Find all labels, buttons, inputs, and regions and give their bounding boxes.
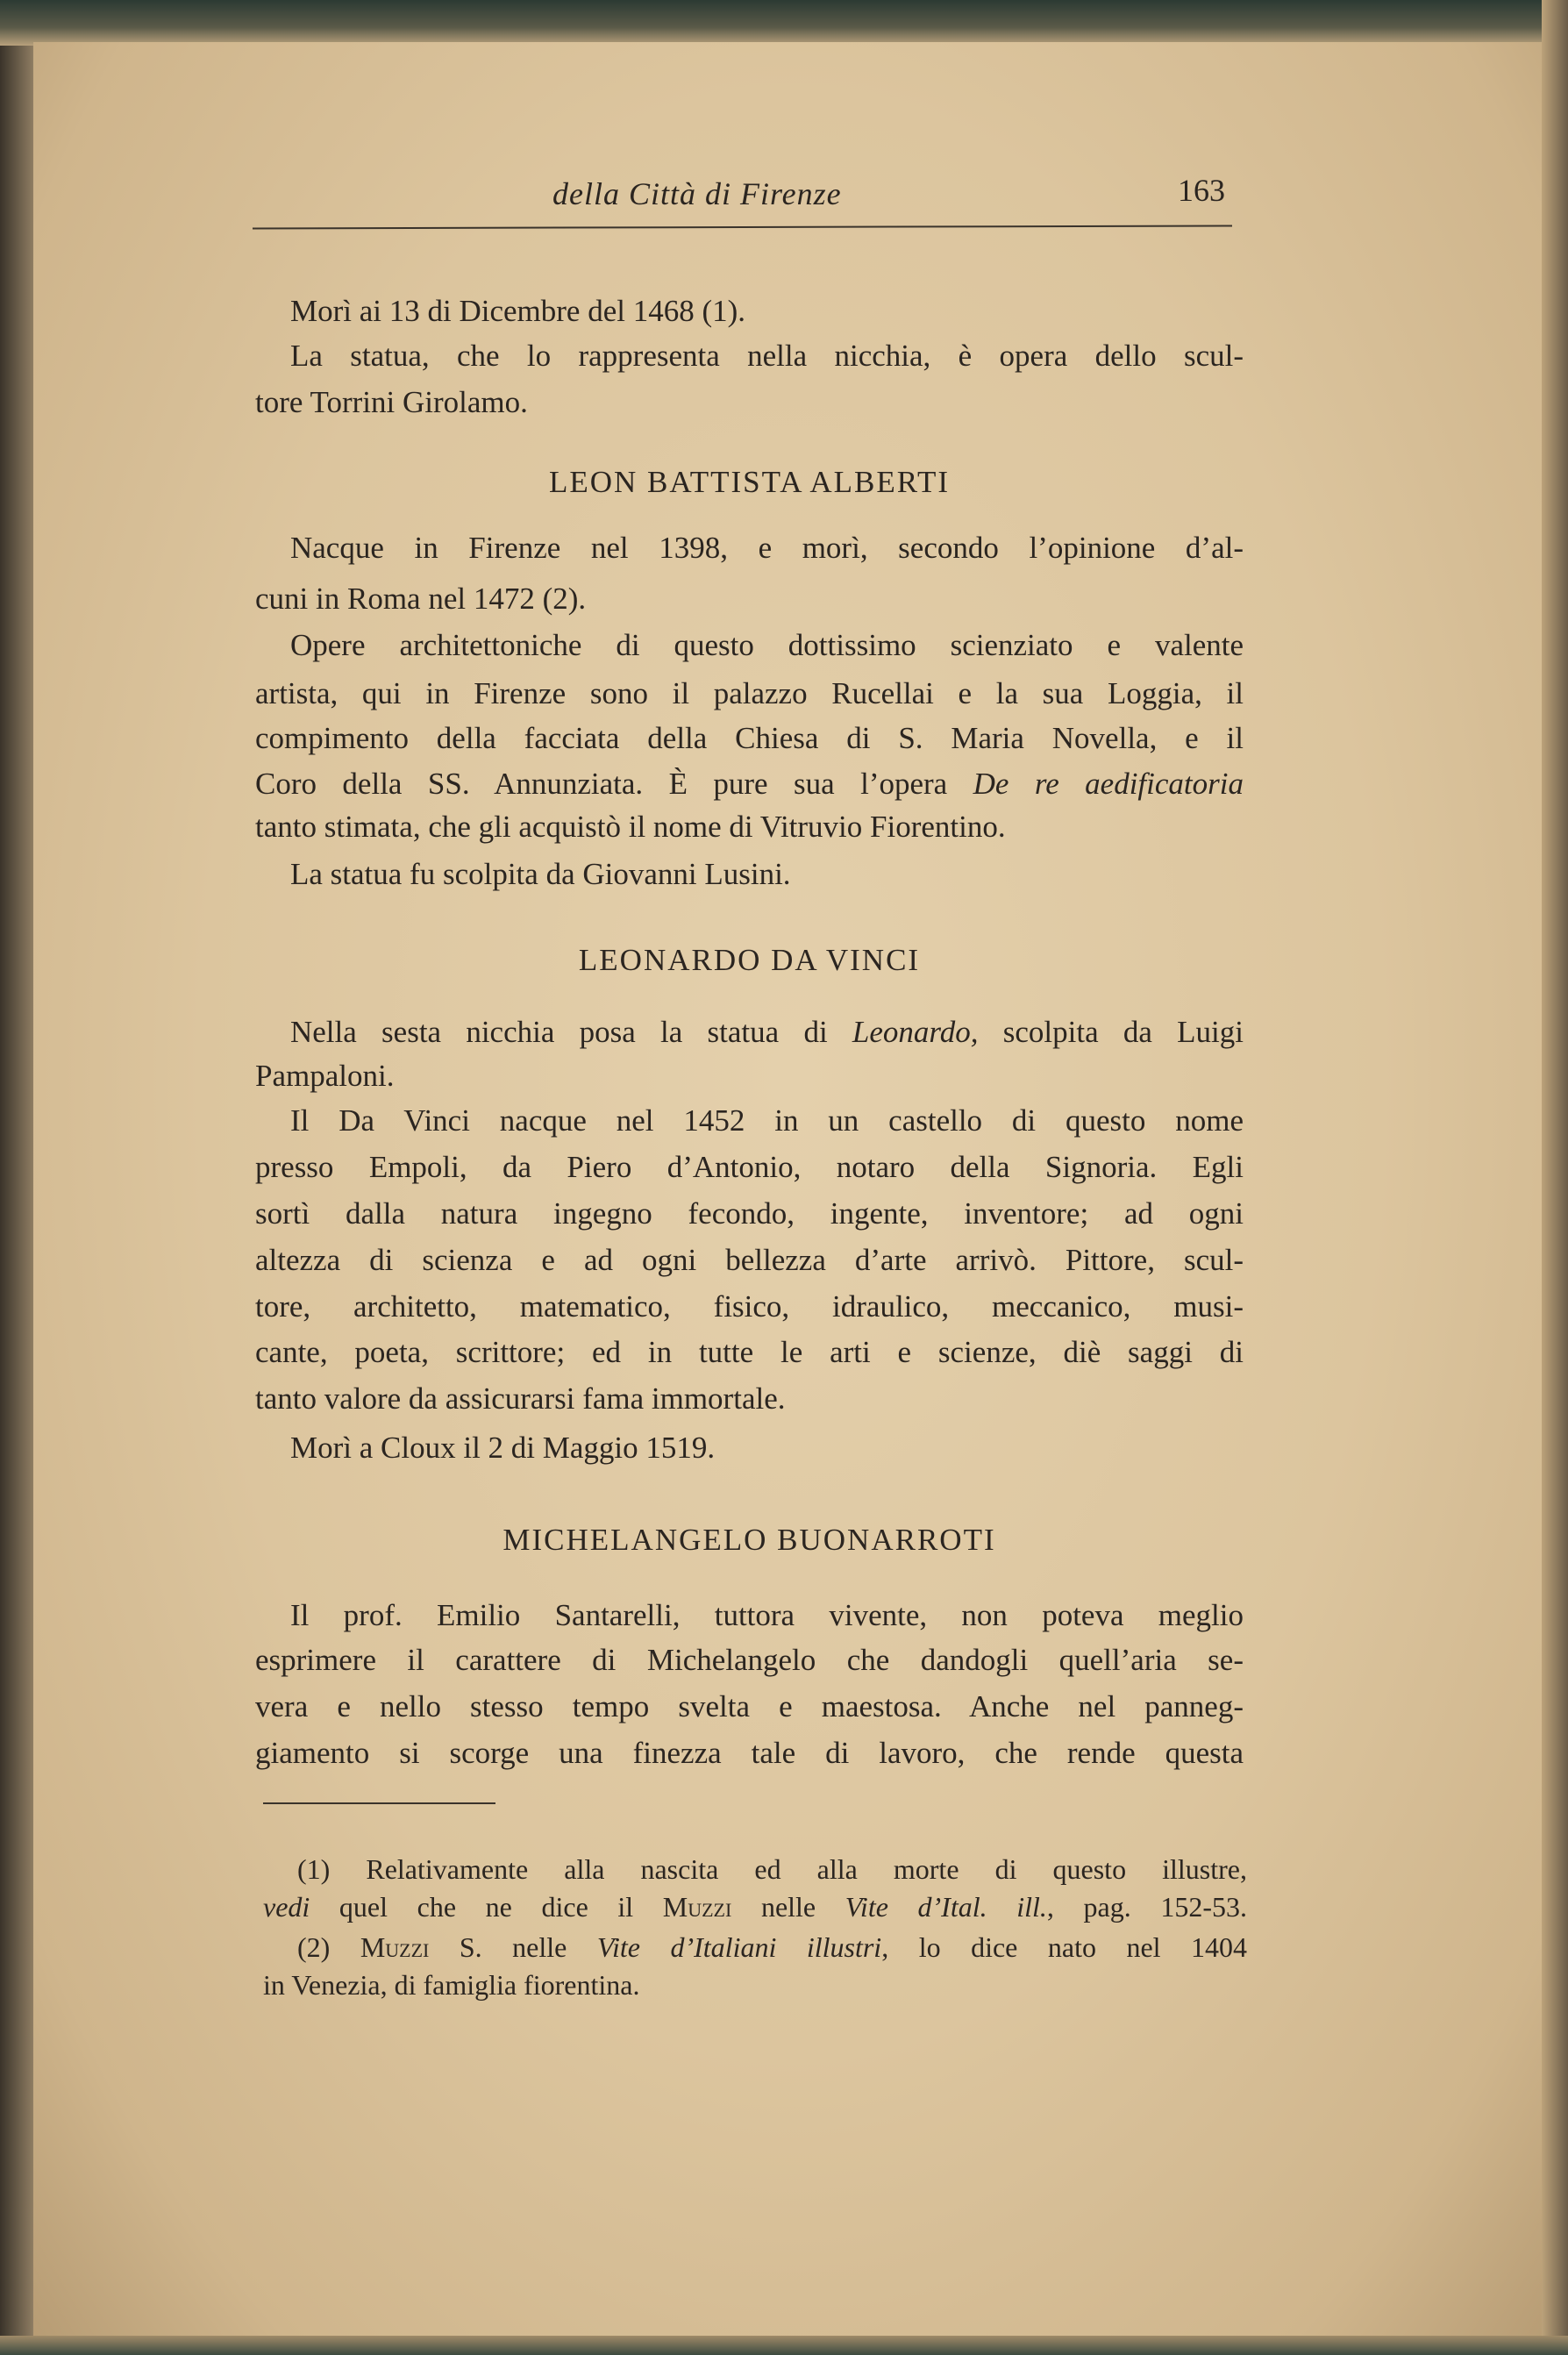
section-heading <box>255 460 1244 504</box>
page-number: 163 <box>1178 173 1225 208</box>
italic-text: vedi <box>263 1891 310 1923</box>
text-run: Pampaloni. <box>255 1059 395 1093</box>
body-text-line <box>290 526 1244 570</box>
text-run: cante, poeta, scrittore; ed in tutte le arti e scienze, diè saggi di <box>255 1335 1244 1369</box>
text-run: LEONARDO DA VINCI <box>578 943 921 977</box>
italic-text: De re aedificatoria <box>973 767 1244 801</box>
body-text-line <box>255 381 528 425</box>
text-run: Opere architettoniche di questo dottissimo scienziato e valente <box>290 628 1244 662</box>
text-run: tanto stimata, che gli acquistò il nome di Vitruvio Fiorentino. <box>255 810 1006 844</box>
body-text-line <box>255 672 1244 716</box>
body-text-line <box>255 1145 1244 1189</box>
body-text-line <box>255 762 1244 806</box>
text-run: LEON BATTISTA ALBERTI <box>548 465 951 499</box>
body-text-line <box>255 1638 1244 1682</box>
text-run: esprimere il carattere di Michelangelo che dandogli quell’aria se- <box>255 1643 1244 1677</box>
body-text-line <box>255 805 1006 849</box>
text-run: cuni in Roma nel 1472 (2). <box>255 582 587 616</box>
text-run: vera e nello stesso tempo svelta e maestosa. Anche nel panneg- <box>255 1689 1244 1723</box>
text-run: nelle <box>731 1891 845 1923</box>
page-right-edge <box>1542 0 1568 2355</box>
scan-bottom-edge <box>0 2336 1568 2355</box>
text-run: tore, architetto, matematico, fisico, idraulico, meccanico, musi- <box>255 1289 1244 1324</box>
text-run: Morì a Cloux il 2 di Maggio 1519. <box>290 1431 716 1465</box>
text-run: Nacque in Firenze nel 1398, e morì, secondo l’opinione d’al- <box>290 531 1244 565</box>
text-run: Nella sesta nicchia posa la statua di <box>290 1015 852 1049</box>
text-run: , lo dice nato nel 1404 <box>881 1931 1248 1963</box>
italic-text: Vite d’Ital. ill. <box>845 1891 1047 1923</box>
section-heading <box>255 938 1244 982</box>
body-text-line <box>255 1192 1244 1236</box>
body-text-line <box>290 1010 1244 1054</box>
small-caps-name: Muzzi <box>662 1891 732 1923</box>
text-run: Il prof. Emilio Santarelli, tuttora vivente, non poteva meglio <box>290 1598 1244 1632</box>
footnote-rule <box>263 1802 495 1804</box>
text-run: Coro della SS. Annunziata. È pure sua l’opera <box>255 767 973 801</box>
section-heading <box>255 1518 1244 1562</box>
italic-text: Vite d’Italiani illustri <box>596 1931 882 1963</box>
small-caps-name: Muzzi <box>360 1931 430 1963</box>
body-text-line <box>255 1238 1244 1282</box>
body-text-line <box>290 624 1244 667</box>
body-text-line <box>290 1426 715 1470</box>
text-run: La statua fu scolpita da Giovanni Lusini. <box>290 857 791 891</box>
body-text-line <box>290 289 745 333</box>
text-run: quel che ne dice il <box>310 1891 663 1923</box>
text-run: MICHELANGELO BUONARROTI <box>502 1523 996 1557</box>
body-text-line <box>290 334 1244 378</box>
body-text-line <box>255 1331 1244 1374</box>
text-run: presso Empoli, da Piero d’Antonio, notaro della Signoria. Egli <box>255 1150 1244 1184</box>
body-text-line <box>255 1685 1244 1729</box>
text-run: giamento si scorge una finezza tale di lavoro, che rende questa <box>255 1736 1244 1770</box>
text-run: artista, qui in Firenze sono il palazzo Rucellai e la sua Loggia, il <box>255 676 1244 710</box>
body-text-line <box>255 1285 1244 1329</box>
text-run: tanto valore da assicurarsi fama immortale. <box>255 1381 786 1416</box>
text-run: tore Torrini Girolamo. <box>255 385 528 419</box>
text-run: S. nelle <box>429 1931 597 1963</box>
running-title: della Città di Firenze <box>552 176 842 211</box>
text-run: in Venezia, di famiglia fiorentina. <box>263 1969 640 2001</box>
text-run: sortì dalla natura ingegno fecondo, ingente, inventore; ad ogni <box>255 1196 1244 1231</box>
body-text-line <box>255 1377 786 1421</box>
body-text-line <box>290 1099 1244 1143</box>
body-text-line <box>255 1054 394 1098</box>
footnote-line <box>263 1963 639 2007</box>
italic-text: Leonardo, <box>852 1015 979 1049</box>
footnote-line <box>263 1885 1247 1929</box>
scan-top-edge <box>0 0 1568 46</box>
text-run: (2) <box>297 1931 360 1963</box>
text-run: altezza di scienza e ad ogni bellezza d’arte arrivò. Pittore, scul- <box>255 1243 1244 1277</box>
body-text-line <box>290 1594 1244 1638</box>
text-run: Il Da Vinci nacque nel 1452 in un castello di questo nome <box>290 1103 1244 1138</box>
body-text-line <box>290 853 791 896</box>
text-run: (1) Relativamente alla nascita ed alla morte di questo illustre, <box>297 1853 1247 1885</box>
text-run: Morì ai 13 di Dicembre del 1468 (1). <box>290 294 746 328</box>
text-run: compimento della facciata della Chiesa di S. Maria Novella, e il <box>255 721 1244 755</box>
body-text-line <box>255 577 586 621</box>
text-run: scolpita da Luigi <box>978 1015 1244 1049</box>
body-text-line <box>255 717 1244 760</box>
text-run: , pag. 152-53. <box>1046 1891 1247 1923</box>
body-text-line <box>255 1731 1244 1775</box>
text-run: La statua, che lo rappresenta nella nicchia, è opera dello scul- <box>290 339 1244 373</box>
